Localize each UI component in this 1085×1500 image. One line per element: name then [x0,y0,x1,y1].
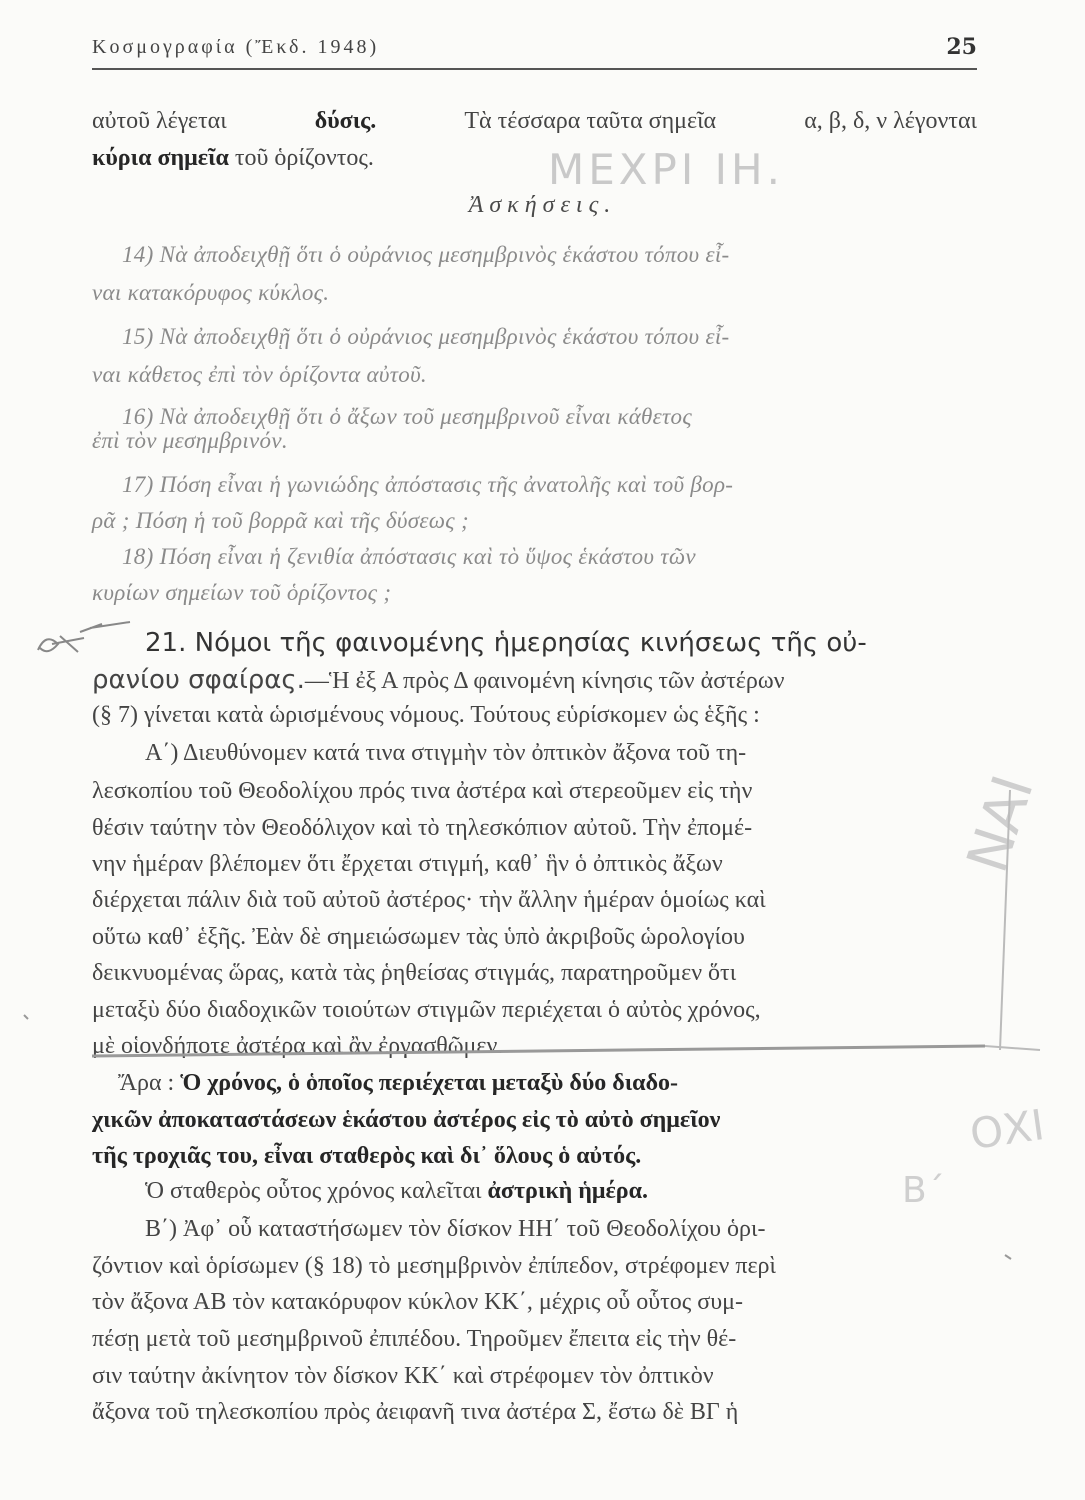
handwritten-note-top: ΜΕΧΡΙ ΙΗ. [548,145,784,194]
section-21-heading-line-1: 21. Νόμοι τῆς φαινομένης ἡμερησίας κινήσεως τῆς οὐ- [145,628,867,658]
para-b-line-5: σιν ταύτην ἀκίνητον τὸν δίσκον ΚΚ΄ καὶ στρέφομεν τὸν ὀπτικὸν [92,1363,714,1389]
handwritten-margin-b: Β΄ [902,1170,945,1211]
intro-text: Τὰ τέσσαρα ταῦτα σημεῖα [464,108,717,134]
ara-label: Ἄρα : [118,1070,175,1096]
exercise-17-line-2: ρᾶ ; Πόση ἡ τοῦ βορρᾶ καὶ τῆς δύσεως ; [92,508,469,533]
para-b-line-3: τὸν ἄξονα ΑΒ τὸν κατακόρυφον κύκλον ΚΚ΄, μέχρις οὗ οὗτος συμ- [92,1289,743,1315]
para-b-line-1: Β΄) Ἀφ᾿ οὗ καταστήσωμεν τὸν δίσκον ΗΗ΄ τοῦ Θεοδολίχου ὁρι- [145,1216,766,1242]
intro-text: αὐτοῦ λέγεται [92,108,227,134]
para-b-line-4: πέσῃ μετὰ τοῦ μεσημβρινοῦ ἐπιπέδου. Τηροῦμεν ἔπειτα εἰς τὴν θέ- [92,1326,737,1352]
underline-mark [92,1046,985,1056]
intro-term-kyria: κύρια σημεῖα [92,145,229,171]
intro-text: α, β, δ, ν λέγονται [804,108,977,134]
exercise-15-line-2: ναι κάθετος ἐπὶ τὸν ὁρίζοντα αὐτοῦ. [92,362,427,387]
para-a-line-2: λεσκοπίου τοῦ Θεοδολίχου πρός τινα ἀστέρα καὶ στερεοῦμεν εἰς τὴν [92,778,753,804]
handwritten-margin-nai: ΝΑΙ [955,768,1047,881]
para-b-line-2: ζόντιον καὶ ὁρίσωμεν (§ 18) τὸ μεσημβρινὸν ἐπίπεδον, στρέφομεν περὶ [92,1253,776,1279]
section-21-text: —Ἡ ἐξ Α πρὸς Δ φαινομένη κίνησις τῶν ἀστέρων [304,668,785,694]
page-number: 25 [946,34,977,60]
conclusion-line-3: τῆς τροχιᾶς του, εἶναι σταθερὸς καὶ δι᾿ ὅλους ὁ αὐτός. [92,1143,642,1169]
exercise-14-line-1: 14) Νὰ ἀποδειχθῇ ὅτι ὁ οὐράνιος μεσημβρινὸς ἑκάστου τόπου εἶ- [122,242,730,267]
exercise-14-line-2: ναι κατακόρυφος κύκλος. [92,280,330,305]
handwritten-margin-oxi: ΟΧΙ [966,1100,1048,1159]
para-a-line-5: διέρχεται πάλιν διὰ τοῦ αὐτοῦ ἀστέρος· τὴν ἄλλην ἡμέραν ὁμοίως καὶ [92,887,766,913]
exercise-16-line-2: ἐπὶ τὸν μεσημβρινόν. [92,428,288,453]
intro-term-dysis: δύσις. [314,108,377,134]
para-a-line-6: οὕτω καθ᾿ ἑξῆς. Ἐὰν δὲ σημειώσωμεν τὰς ὑπὸ ἀκριβοῦς ὡρολογίου [92,924,745,950]
margin-bracket-mark [985,790,1040,1050]
para-a-line-3: θέσιν ταύτην τὸν Θεοδόλιχον καὶ τὸ τηλεσκόπιον αὐτοῦ. Τὴν ἐπομέ- [92,815,753,841]
para-a-line-7: δεικνυομένας ὥρας, κατὰ τὰς ῥηθείσας στιγμάς, παρατηροῦμεν ὅτι [92,960,737,986]
intro-text: τοῦ ὁρίζοντος. [234,145,374,171]
section-21-heading-line-2: ρανίου σφαίρας. [92,665,305,695]
dash-mark [1005,1255,1011,1259]
dash-mark [24,1015,28,1019]
sidereal-text: Ὁ σταθερὸς οὗτος χρόνος καλεῖται [145,1178,482,1204]
para-a-line-4: νην ἡμέραν βλέπομεν ὅτι ἔρχεται στιγμή, καθ᾿ ἣν ὁ ὀπτικὸς ἄξων [92,851,723,877]
running-head-title: Κοσμογραφία (Ἔκδ. 1948) [92,36,380,58]
para-a-line-8: μεταξὺ δύο διαδοχικῶν τοιούτων στιγμῶν περιέχεται ὁ αὐτὸς χρόνος, [92,997,761,1023]
exercise-15-line-1: 15) Νὰ ἀποδειχθῇ ὅτι ὁ οὐράνιος μεσημβρινὸς ἑκάστου τόπου εἶ- [122,324,730,349]
conclusion-text: Ὁ χρόνος, ὁ ὁποῖος περιέχεται μεταξὺ δύο διαδο- [180,1070,679,1096]
para-b-line-6: ἄξονα τοῦ τηλεσκοπίου πρὸς ἀειφανῆ τινα ἀστέρα Σ, ἔστω δὲ ΒΓ ἡ [92,1399,739,1425]
section-21-line-3: (§ 7) γίνεται κατὰ ὡρισμένους νόμους. Τούτους εὑρίσκομεν ὡς ἑξῆς : [92,702,760,728]
exercise-16-line-1: 16) Νὰ ἀποδειχθῇ ὅτι ὁ ἄξων τοῦ μεσημβρινοῦ εἶναι κάθετος [122,404,692,429]
exercise-17-line-1: 17) Πόση εἶναι ἡ γωνιώδης ἀπόστασις τῆς ἀνατολῆς καὶ τοῦ βορ- [122,472,734,497]
para-a-line-9: μὲ οἱονδήποτε ἀστέρα καὶ ἂν ἐργασθῶμεν. [92,1033,504,1059]
para-a-line-1: Α΄) Διευθύνομεν κατά τινα στιγμὴν τὸν ὀπτικὸν ἄξονα τοῦ τη- [145,740,747,766]
conclusion-line-2: χικῶν ἀποκαταστάσεων ἑκάστου ἀστέρος εἰς τὸ αὐτὸ σημεῖον [92,1107,721,1133]
exercises-heading: Ἀσκήσεις. [468,192,617,218]
exercise-18-line-1: 18) Πόση εἶναι ἡ ζενιθία ἀπόστασις καὶ τὸ ὕψος ἑκάστου τῶν [122,544,696,569]
sidereal-day-term: ἀστρικὴ ἡμέρα. [487,1178,648,1204]
scribble-mark [38,622,130,652]
exercise-18-line-2: κυρίων σημείων τοῦ ὁρίζοντος ; [92,580,392,605]
